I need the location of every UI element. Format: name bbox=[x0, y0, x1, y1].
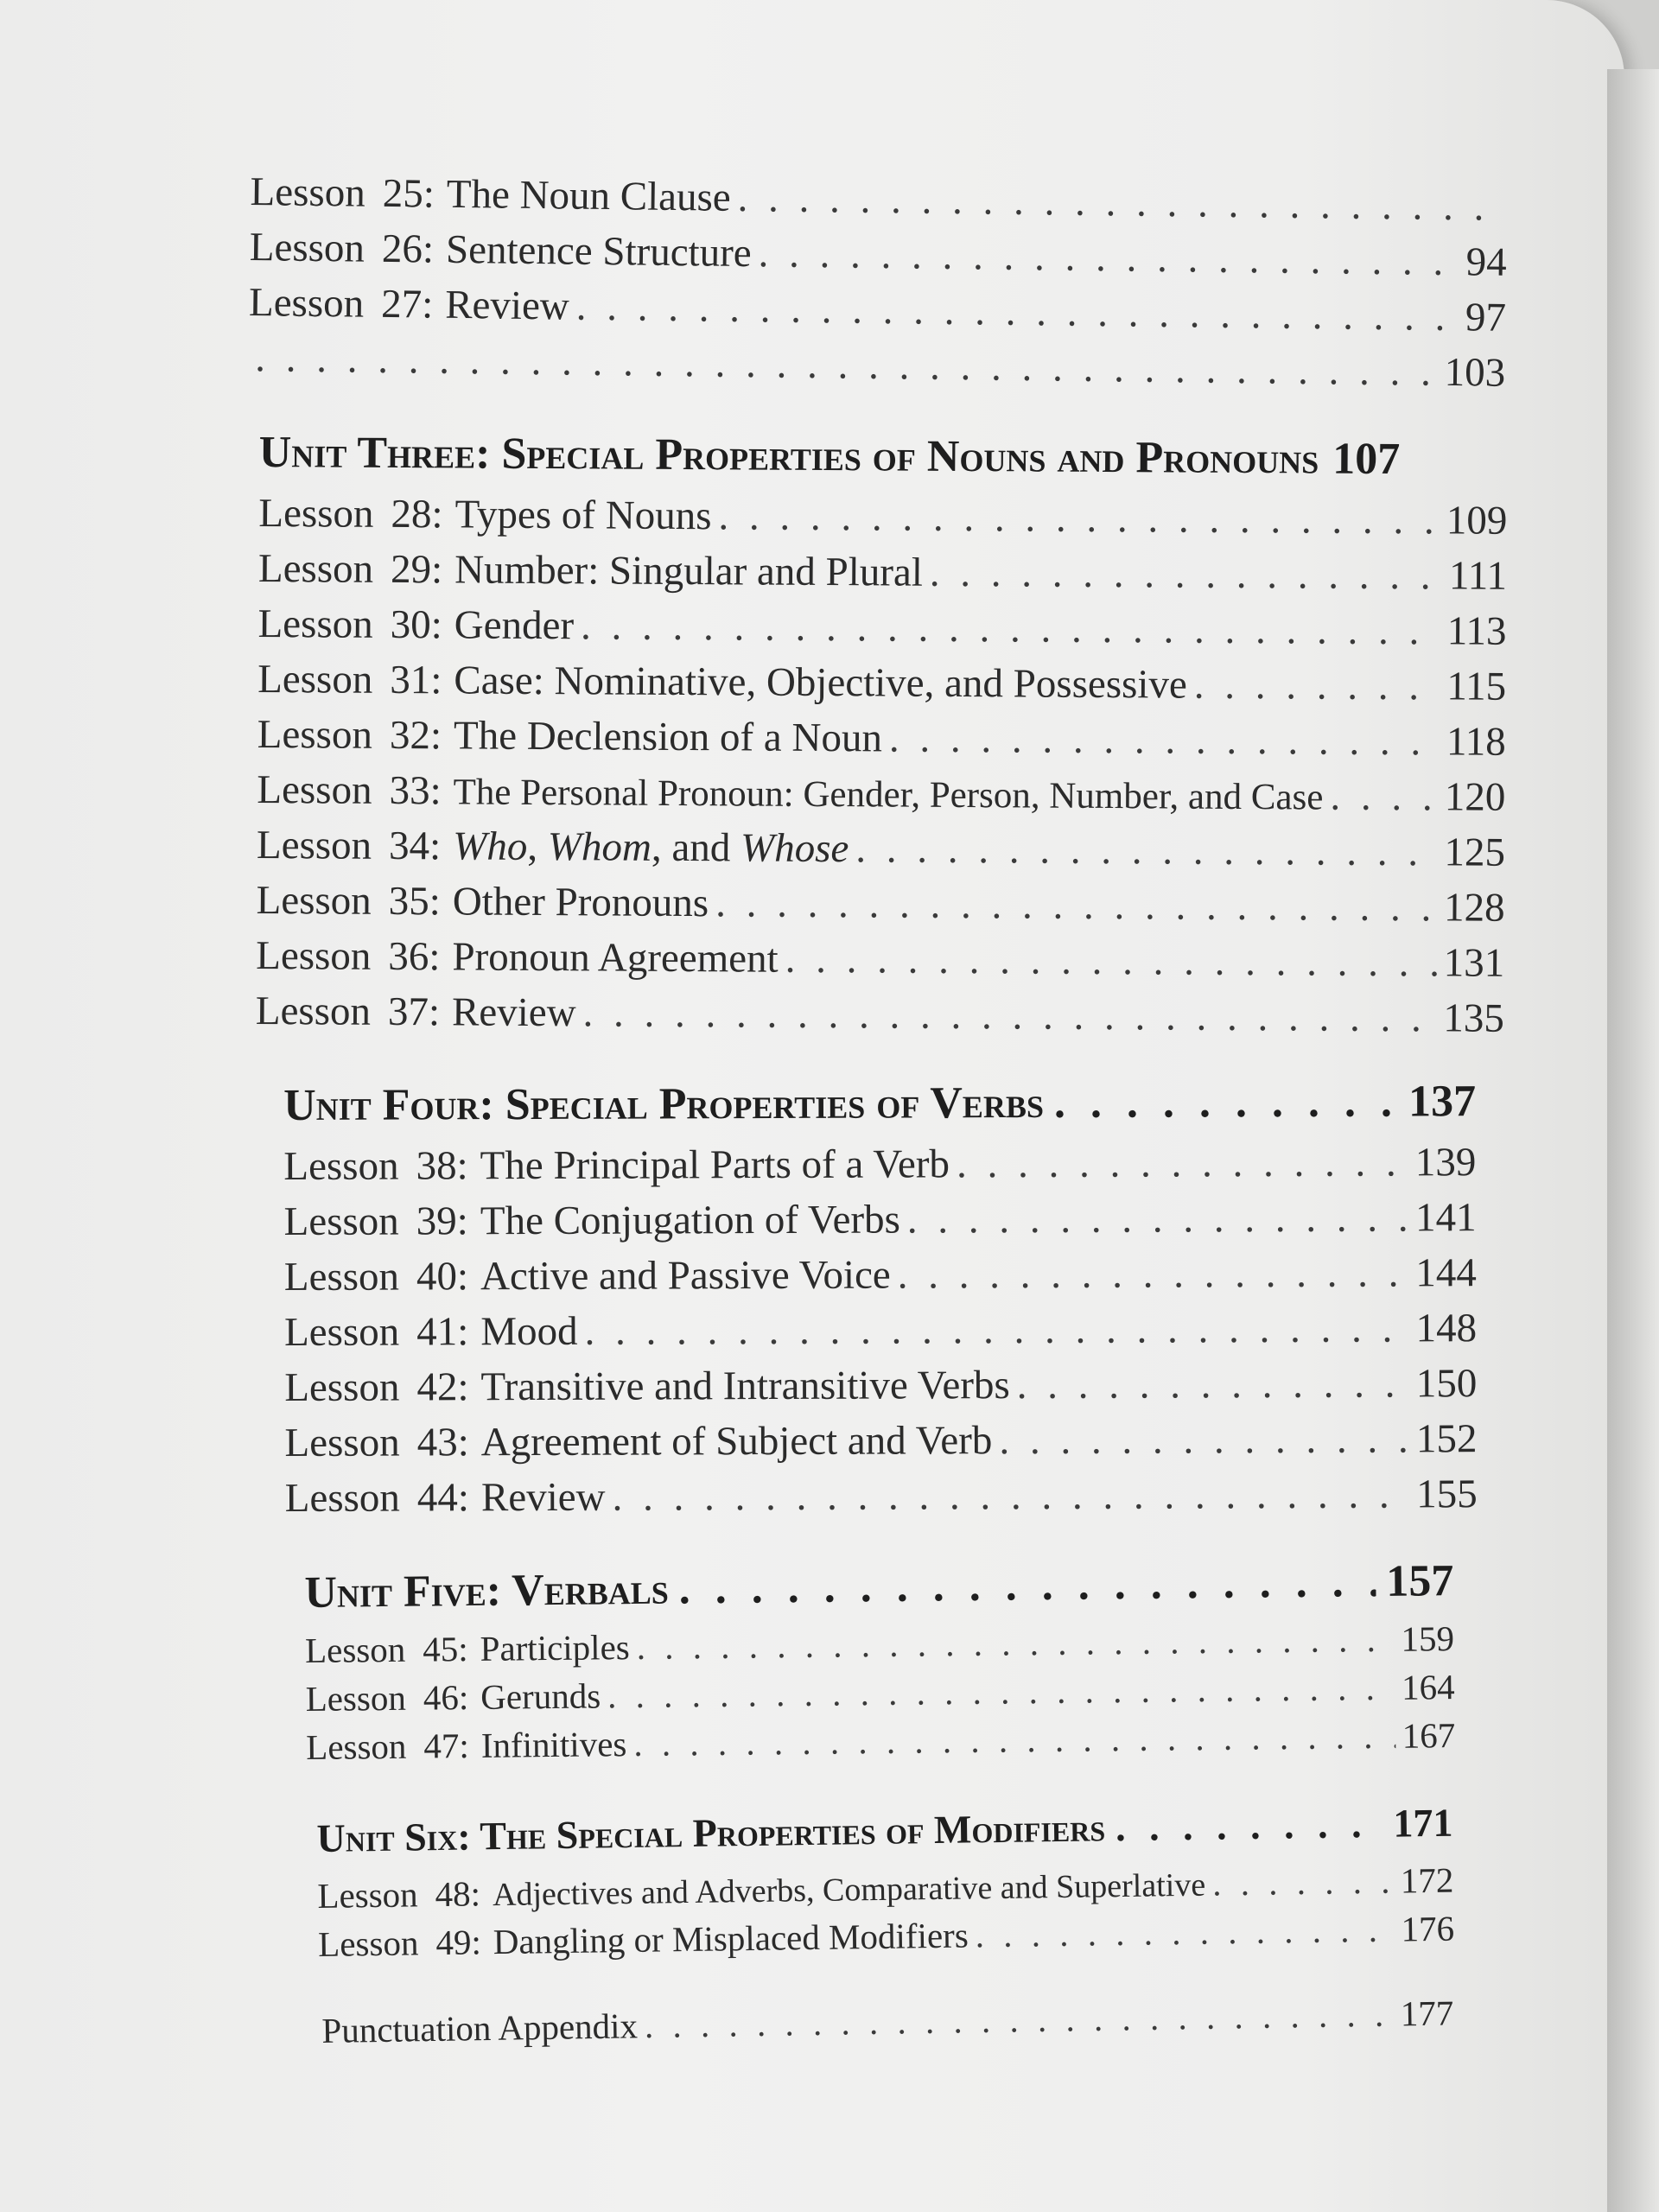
unit-title: Unit Six: The Special Properties of Modifiers bbox=[316, 1805, 1106, 1860]
page-number: 125 bbox=[1444, 830, 1506, 875]
unit-title: Unit Four: Special Properties of Verbs bbox=[283, 1077, 1045, 1130]
page-number: 94 bbox=[1465, 239, 1508, 285]
lesson-label: Lesson bbox=[284, 1475, 400, 1521]
page-number: 148 bbox=[1415, 1306, 1478, 1351]
toc-row-lesson-43 bbox=[284, 1411, 1477, 1471]
lesson-number: 28: bbox=[391, 491, 443, 537]
lesson-label: Lesson bbox=[256, 932, 372, 979]
lesson-number: 43: bbox=[416, 1420, 469, 1465]
lesson-number: 29: bbox=[390, 546, 443, 593]
lesson-label: Lesson bbox=[249, 224, 365, 271]
lesson-label: Lesson bbox=[248, 279, 365, 327]
toc-row-lesson-36 bbox=[256, 928, 1504, 991]
lesson-title: Gender bbox=[454, 602, 575, 649]
toc-row-lesson-34 bbox=[257, 817, 1505, 880]
next-page-edge bbox=[1607, 69, 1659, 2212]
lesson-label: Lesson bbox=[317, 1874, 418, 1916]
page-number: 97 bbox=[1465, 295, 1507, 340]
page-number: 176 bbox=[1401, 1908, 1455, 1949]
dot-leader bbox=[718, 488, 1440, 548]
toc-group-unit-four bbox=[283, 1069, 1478, 1526]
lesson-label: Lesson bbox=[257, 656, 373, 702]
toc-row-lesson-42 bbox=[284, 1356, 1477, 1415]
appendix-title: Punctuation Appendix bbox=[321, 2005, 639, 2050]
toc-row-lesson-29 bbox=[258, 541, 1507, 604]
page-number: 144 bbox=[1415, 1250, 1477, 1296]
toc-row-lesson-40 bbox=[284, 1245, 1477, 1305]
lesson-number: 32: bbox=[389, 712, 442, 759]
page-number: 139 bbox=[1414, 1140, 1477, 1185]
toc-group-unit-three bbox=[256, 420, 1508, 1046]
page-number: 141 bbox=[1415, 1195, 1477, 1241]
dot-leader bbox=[855, 821, 1437, 880]
lesson-number: 35: bbox=[388, 878, 441, 925]
page-number: 152 bbox=[1415, 1416, 1478, 1462]
toc-row-lesson-38 bbox=[283, 1135, 1476, 1194]
page-number: 131 bbox=[1443, 940, 1505, 986]
dot-leader bbox=[930, 545, 1442, 604]
page-number: 159 bbox=[1401, 1618, 1455, 1659]
lesson-title: The Personal Pronoun: Gender, Person, Number, and Case bbox=[453, 772, 1324, 818]
dot-leader bbox=[1017, 1356, 1409, 1413]
lesson-number: 47: bbox=[423, 1726, 470, 1766]
toc-row-lesson-39 bbox=[283, 1190, 1476, 1249]
lesson-number: 36: bbox=[388, 933, 441, 980]
lesson-label: Lesson bbox=[255, 988, 372, 1034]
lesson-title: The Declension of a Noun bbox=[453, 713, 883, 761]
lesson-label: Lesson bbox=[283, 1309, 400, 1355]
page-number: 120 bbox=[1444, 774, 1506, 820]
unit-page-number: 171 bbox=[1393, 1800, 1453, 1846]
lesson-number: 39: bbox=[416, 1198, 468, 1244]
lesson-number: 45: bbox=[422, 1629, 468, 1669]
lesson-title: Sentence Structure bbox=[445, 226, 752, 276]
lesson-number: 30: bbox=[390, 601, 442, 648]
lesson-title: Review bbox=[444, 282, 570, 329]
lesson-number: 44: bbox=[416, 1475, 470, 1521]
lesson-title: The Noun Clause bbox=[446, 171, 732, 220]
dot-leader bbox=[758, 226, 1448, 289]
lesson-title: Mood bbox=[480, 1308, 578, 1355]
dot-leader bbox=[907, 1190, 1408, 1247]
lesson-label: Lesson bbox=[257, 711, 373, 758]
dot-leader bbox=[1116, 1791, 1383, 1860]
dot-leader bbox=[612, 1466, 1409, 1524]
lesson-title: The Principal Parts of a Verb bbox=[480, 1141, 950, 1189]
unit-page-number: 107 bbox=[1332, 434, 1401, 485]
lesson-label: Lesson bbox=[284, 1420, 400, 1465]
lesson-number: 49: bbox=[435, 1922, 482, 1963]
dot-leader bbox=[581, 598, 1440, 658]
dot-leader bbox=[957, 1135, 1408, 1192]
toc-row-lesson-35 bbox=[256, 873, 1504, 936]
lesson-title: Review bbox=[480, 1474, 606, 1521]
lesson-number: 31: bbox=[390, 657, 442, 703]
lesson-number: 40: bbox=[416, 1254, 469, 1300]
dot-leader bbox=[737, 170, 1501, 235]
dot-leader bbox=[785, 931, 1436, 991]
page-number: 113 bbox=[1446, 608, 1507, 654]
lesson-title: Adjectives and Adverbs, Comparative and Superlative bbox=[492, 1866, 1206, 1914]
lesson-title: Transitive and Intransitive Verbs bbox=[480, 1363, 1010, 1410]
lesson-label: Lesson bbox=[283, 1254, 400, 1300]
page-number: 135 bbox=[1443, 995, 1504, 1041]
dot-leader bbox=[678, 1549, 1376, 1622]
lesson-label: Lesson bbox=[257, 766, 372, 813]
page-number: 177 bbox=[1400, 1993, 1454, 2034]
lesson-label: Lesson bbox=[306, 1726, 407, 1767]
lesson-number: 33: bbox=[389, 767, 442, 814]
unit-heading bbox=[283, 1069, 1476, 1139]
lesson-number: 26: bbox=[381, 226, 435, 272]
dot-leader bbox=[999, 1411, 1409, 1468]
unit-title: Unit Three: Special Properties of Nouns and Pronouns bbox=[258, 427, 1319, 484]
page-number: 109 bbox=[1446, 498, 1508, 543]
dot-leader bbox=[975, 1905, 1395, 1960]
lesson-number: 25: bbox=[382, 170, 435, 217]
lesson-title: Dangling or Misplaced Modifiers bbox=[493, 1915, 969, 1962]
dot-leader bbox=[1194, 658, 1440, 715]
dot-leader bbox=[633, 1712, 1395, 1768]
dot-leader bbox=[1212, 1857, 1394, 1908]
dot-leader bbox=[607, 1663, 1395, 1720]
toc-group-appendix bbox=[321, 1988, 1454, 2055]
toc-group-unit-five bbox=[304, 1548, 1455, 1771]
lesson-number: 42: bbox=[416, 1364, 469, 1410]
toc-group-unit-six bbox=[316, 1790, 1454, 1968]
lesson-label: Lesson bbox=[250, 168, 366, 216]
unit-page-number: 137 bbox=[1408, 1077, 1477, 1127]
page-number: 111 bbox=[1448, 553, 1508, 599]
page-number: 118 bbox=[1446, 719, 1506, 765]
toc-row-lesson-30 bbox=[257, 596, 1506, 659]
lesson-number: 37: bbox=[387, 988, 441, 1035]
page-number: 128 bbox=[1443, 885, 1505, 931]
lesson-label: Lesson bbox=[305, 1677, 407, 1719]
lesson-label: Lesson bbox=[284, 1364, 400, 1410]
toc-row-lesson-31 bbox=[257, 652, 1506, 715]
toc-row-appendix bbox=[321, 1988, 1454, 2055]
unit-heading bbox=[304, 1548, 1454, 1626]
lesson-label: Lesson bbox=[257, 545, 374, 592]
unit-title: Unit Five: Verbals bbox=[304, 1564, 670, 1618]
toc-row-lesson-41 bbox=[284, 1300, 1477, 1360]
dot-leader bbox=[645, 1990, 1395, 2050]
lesson-title: Agreement of Subject and Verb bbox=[480, 1418, 993, 1465]
dot-leader bbox=[715, 875, 1437, 935]
lesson-label: Lesson bbox=[256, 877, 372, 924]
lesson-title: Who, Whom, and Whose bbox=[453, 823, 849, 872]
lesson-title: Participles bbox=[480, 1627, 630, 1669]
lesson-label: Lesson bbox=[258, 490, 374, 537]
lesson-title: Pronoun Agreement bbox=[452, 934, 779, 982]
lesson-number: 38: bbox=[416, 1143, 468, 1189]
lesson-title: Number: Singular and Plural bbox=[454, 547, 924, 595]
lesson-number: 41: bbox=[416, 1309, 469, 1355]
lesson-title: Case: Nominative, Objective, and Possessive bbox=[454, 658, 1187, 708]
lesson-title: The Conjugation of Verbs bbox=[480, 1197, 900, 1244]
lesson-number: 48: bbox=[435, 1873, 481, 1915]
lesson-label: Lesson bbox=[283, 1198, 399, 1244]
lesson-number: 27: bbox=[380, 281, 434, 327]
toc-row-lesson-44 bbox=[285, 1466, 1478, 1526]
lesson-label: Lesson bbox=[304, 1629, 406, 1670]
page-number: 115 bbox=[1446, 664, 1507, 709]
dot-leader bbox=[889, 710, 1440, 769]
lesson-title: Infinitives bbox=[480, 1724, 627, 1765]
page-number: 150 bbox=[1415, 1361, 1478, 1407]
lesson-number: 34: bbox=[388, 823, 442, 869]
toc-row-lesson-33 bbox=[257, 762, 1505, 825]
lesson-title: Types of Nouns bbox=[454, 492, 712, 539]
toc-row-lesson-32 bbox=[257, 707, 1506, 770]
toc-row-lesson-28 bbox=[258, 486, 1507, 549]
unit-page-number: 157 bbox=[1386, 1556, 1454, 1606]
dot-leader bbox=[584, 1300, 1408, 1358]
page-number: 167 bbox=[1402, 1715, 1456, 1756]
lesson-title: Review bbox=[451, 989, 576, 1036]
dot-leader bbox=[1330, 769, 1438, 825]
page-number: 103 bbox=[1444, 349, 1506, 396]
lesson-label: Lesson bbox=[257, 601, 373, 647]
page-number: 155 bbox=[1416, 1471, 1478, 1517]
dot-leader bbox=[636, 1615, 1394, 1671]
lesson-title: Active and Passive Voice bbox=[480, 1252, 891, 1300]
page-number: 164 bbox=[1401, 1667, 1455, 1707]
dot-leader bbox=[582, 985, 1436, 1046]
unit-heading bbox=[259, 420, 1508, 493]
lesson-label: Lesson bbox=[256, 822, 372, 868]
lesson-title: Other Pronouns bbox=[452, 879, 709, 926]
page-number: 172 bbox=[1400, 1859, 1454, 1901]
dot-leader bbox=[1054, 1069, 1398, 1135]
toc-row-lesson-37 bbox=[256, 983, 1504, 1046]
toc-group-unit-two-tail bbox=[248, 164, 1508, 401]
dot-leader bbox=[898, 1245, 1409, 1302]
lesson-label: Lesson bbox=[317, 1923, 419, 1964]
lesson-number: 46: bbox=[423, 1677, 469, 1718]
table-of-contents bbox=[248, 164, 1508, 2055]
lesson-title: Gerunds bbox=[480, 1675, 601, 1717]
lesson-label: Lesson bbox=[283, 1143, 399, 1189]
